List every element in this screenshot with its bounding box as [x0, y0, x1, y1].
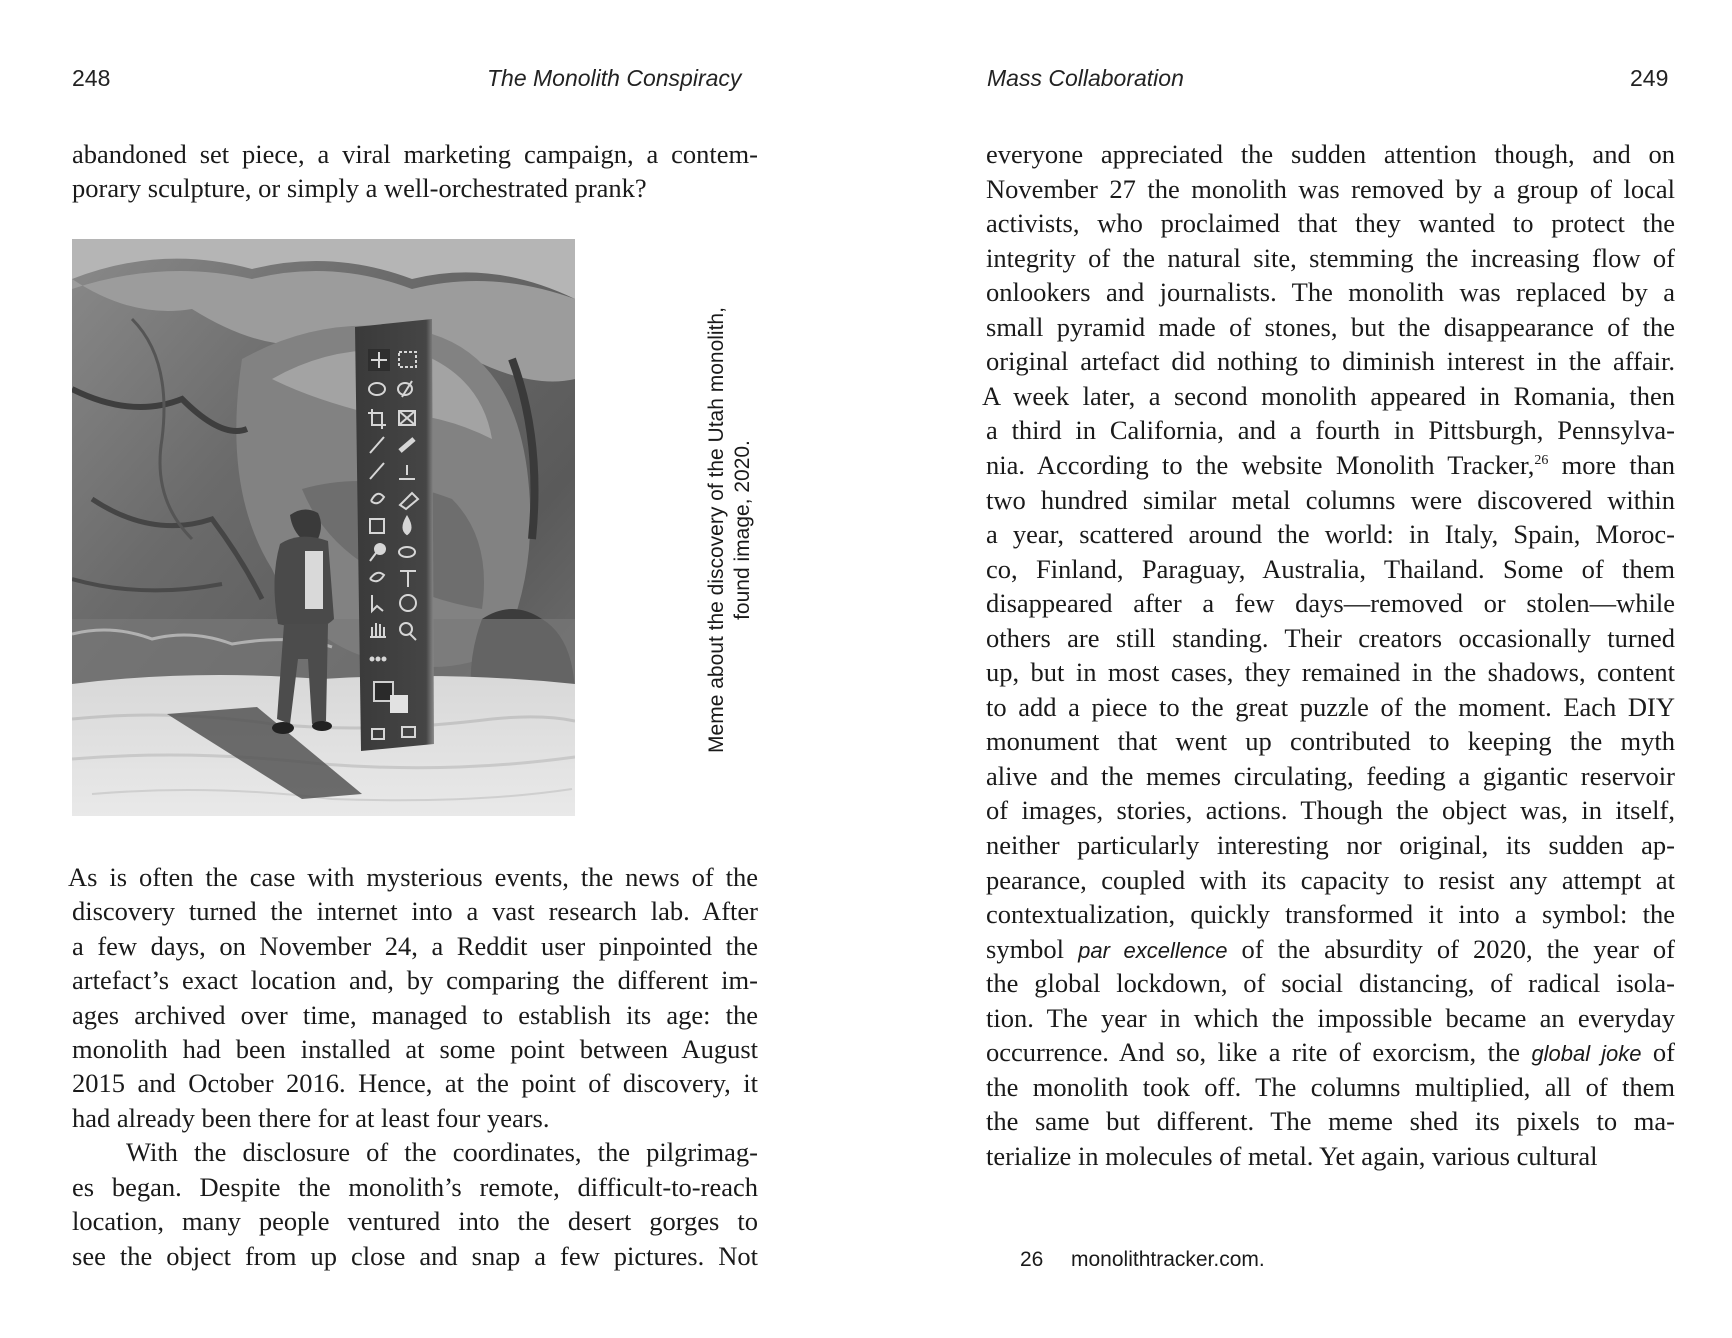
page-number: 249 — [1630, 65, 1669, 91]
body-line: of images, stories, actions. Though the object was, in itself, — [986, 795, 1675, 825]
body-line: up, but in most cases, they remained in the shadows, content — [986, 657, 1675, 687]
body-line: es began. Despite the monolith’s remote, difficult-to-reach — [72, 1172, 758, 1202]
body-line: tion. The year in which the impossible became an everyday — [986, 1003, 1675, 1033]
body-line: As is often the case with mysterious events, the news of the — [68, 862, 758, 892]
body-line: a year, scattered around the world: in Italy, Spain, Moroc- — [986, 519, 1675, 549]
monolith-toolbar-graphic — [355, 319, 434, 751]
body-line: the global lockdown, of social distancing, of radical isola- — [986, 968, 1675, 998]
figure-image-monolith-meme — [72, 239, 575, 816]
body-line: porary sculpture, or simply a well-orchestrated prank? — [72, 173, 647, 203]
body-line: monument that went up contributed to keeping the myth — [986, 726, 1675, 756]
body-line: November 27 the monolith was removed by a group of local — [986, 174, 1675, 204]
body-line: artefact’s exact location and, by comparing the different im- — [72, 965, 758, 995]
body-line: occurrence. And so, like a rite of exorcism, the global joke of — [986, 1037, 1676, 1067]
body-line: two hundred similar metal columns were discovered within — [986, 485, 1675, 515]
body-line: the monolith took off. The columns multiplied, all of them — [986, 1072, 1675, 1102]
footnote — [1020, 1247, 1265, 1273]
monolith-photo — [72, 239, 575, 816]
body-line: discovery turned the internet into a vast research lab. After — [72, 896, 758, 926]
body-line: to add a piece to the great puzzle of the moment. Each DIY — [986, 692, 1675, 722]
body-line: abandoned set piece, a viral marketing campaign, a contem- — [72, 139, 758, 169]
body-line: had already been there for at least four years. — [72, 1103, 550, 1133]
body-line: a third in California, and a fourth in Pittsburgh, Pennsylva- — [986, 415, 1675, 445]
body-line-indented: With the disclosure of the coordinates, the pilgrimag- — [126, 1137, 758, 1167]
footnote-number: 26 — [1020, 1248, 1044, 1271]
body-line: terialize in molecules of metal. Yet again, various cultural — [986, 1141, 1598, 1171]
caption-line-1: Meme about the discovery of the Utah monolith, — [705, 307, 728, 753]
body-line: a few days, on November 24, a Reddit user pinpointed the — [72, 931, 758, 961]
caption-line-2: found image, 2020. — [731, 440, 754, 620]
body-line: see the object from up close and snap a few pictures. Not — [72, 1241, 758, 1271]
body-line: A week later, a second monolith appeared in Romania, then — [982, 381, 1675, 411]
body-line: alive and the memes circulating, feeding a gigantic reservoir — [986, 761, 1675, 791]
body-line: pearance, coupled with its capacity to resist any attempt at — [986, 865, 1675, 895]
body-line: small pyramid made of stones, but the disappearance of the — [986, 312, 1675, 342]
body-line: monolith had been installed at some point between August — [72, 1034, 758, 1064]
footnote-reference[interactable]: 26 — [1534, 453, 1549, 468]
body-line: ages archived over time, managed to establish its age: the — [72, 1000, 758, 1030]
body-line: 2015 and October 2016. Hence, at the point of discovery, it — [72, 1068, 758, 1098]
body-line: contextualization, quickly transformed it into a symbol: the — [986, 899, 1675, 929]
italic-phrase: global joke — [1531, 1041, 1642, 1066]
page-number: 248 — [72, 65, 111, 91]
figure-caption — [704, 283, 756, 777]
body-line: everyone appreciated the sudden attention though, and on — [986, 139, 1675, 169]
running-title: Mass Collaboration — [987, 65, 1184, 91]
italic-phrase: par excellence — [1078, 938, 1228, 963]
running-title: The Monolith Conspiracy — [487, 65, 742, 91]
body-line: nia. According to the website Monolith Tracker,$^{26}$ more than — [986, 450, 1676, 480]
body-line: integrity of the natural site, stemming the increasing flow of — [986, 243, 1675, 273]
body-line: others are still standing. Their creators occasionally turned — [986, 623, 1675, 653]
body-line: original artefact did nothing to diminish interest in the affair. — [986, 346, 1675, 376]
body-line: symbol par excellence of the absurdity of 2020, the year of — [986, 934, 1675, 964]
body-line: onlookers and journalists. The monolith was replaced by a — [986, 277, 1675, 307]
body-line: co, Finland, Paraguay, Australia, Thailand. Some of them — [986, 554, 1675, 584]
body-line: activists, who proclaimed that they wanted to protect the — [986, 208, 1675, 238]
footnote-text: monolithtracker.com. — [1071, 1248, 1265, 1271]
right-page — [866, 0, 1732, 1338]
body-line: location, many people ventured into the desert gorges to — [72, 1206, 758, 1236]
body-line: neither particularly interesting nor original, its sudden ap- — [986, 830, 1675, 860]
body-line: the same but different. The meme shed its pixels to ma- — [986, 1106, 1675, 1136]
body-line: disappeared after a few days—removed or stolen—while — [986, 588, 1675, 618]
